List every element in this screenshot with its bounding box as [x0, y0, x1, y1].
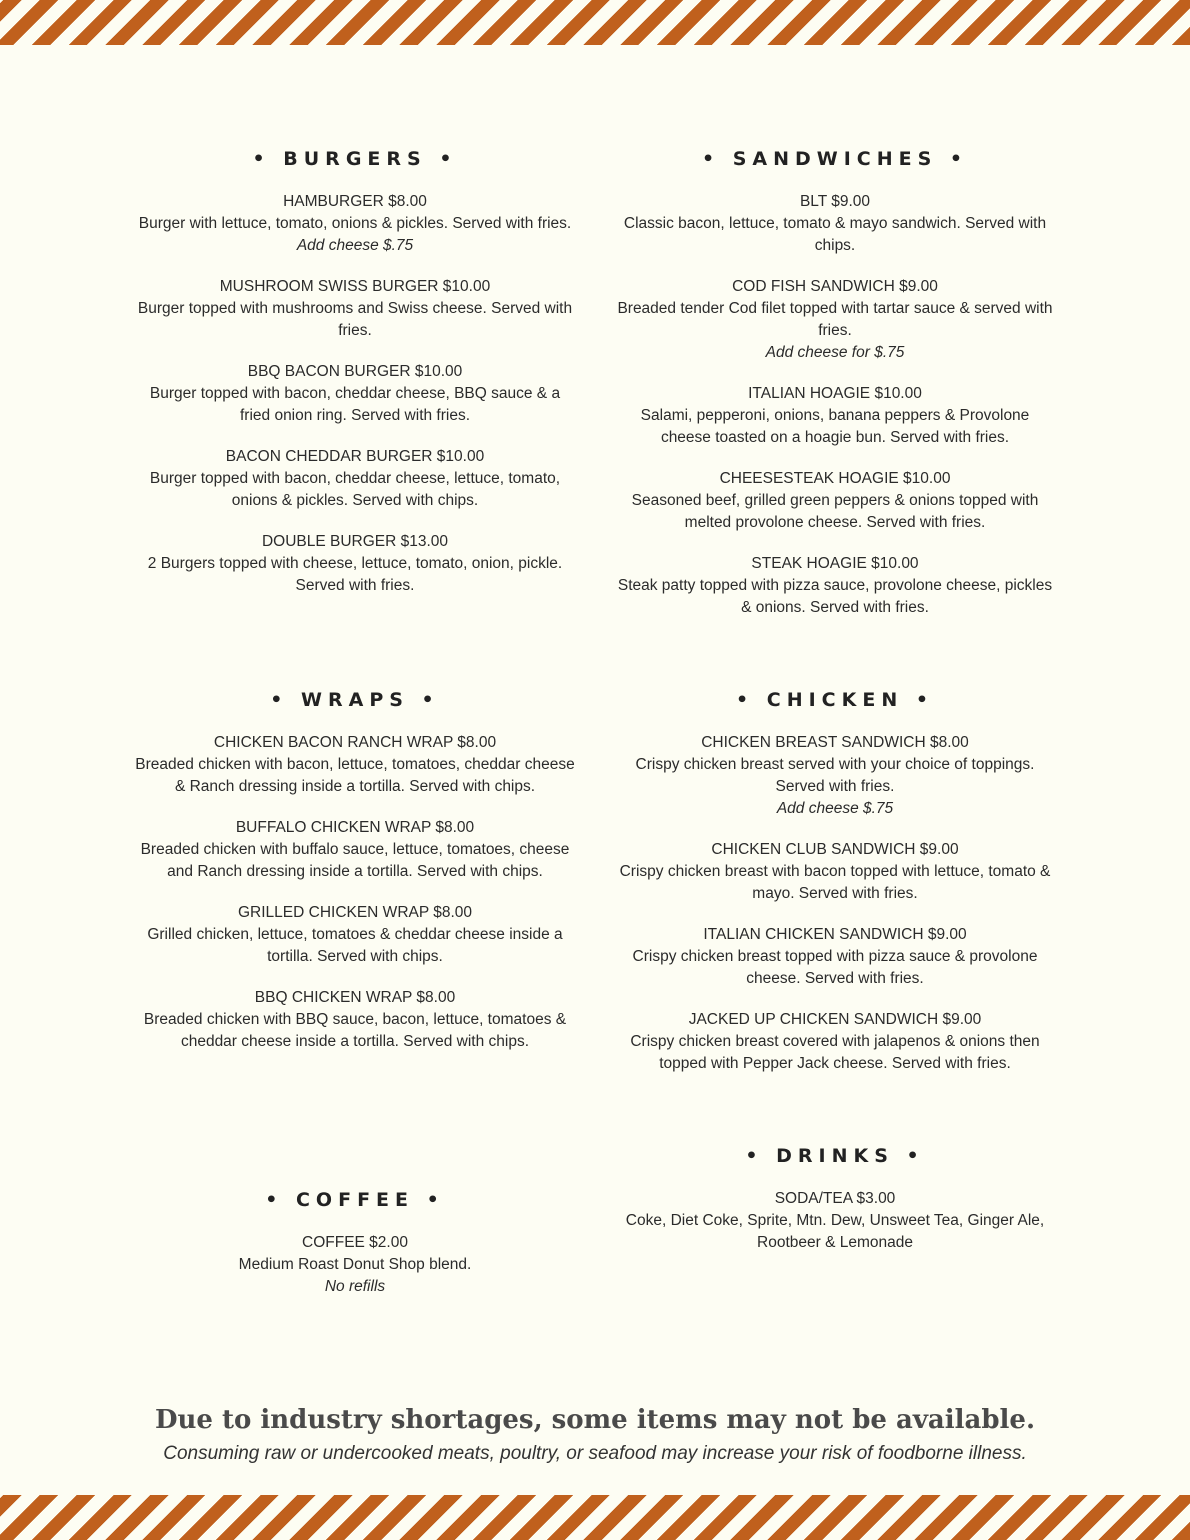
menu-item	[615, 383, 1055, 449]
menu-items	[615, 1188, 1055, 1254]
menu-items	[615, 191, 1055, 619]
menu-item-name-price: ITALIAN HOAGIE $10.00	[748, 385, 922, 402]
section-title: • DRINKS •	[745, 1145, 925, 1167]
menu-item-note: Add cheese $.75	[296, 237, 414, 254]
section-title: • SANDWICHES •	[701, 148, 969, 170]
menu-item	[615, 1009, 1055, 1075]
menu-item-name-price: BUFFALO CHICKEN WRAP $8.00	[235, 819, 475, 836]
menu-item-name-price: ITALIAN CHICKEN SANDWICH $9.00	[703, 926, 967, 943]
menu-item	[135, 446, 575, 512]
menu-item	[615, 191, 1055, 257]
menu-item-description: Burger topped with mushrooms and Swiss cheese. Served with fries.	[137, 300, 573, 339]
menu-item	[615, 1188, 1055, 1254]
menu-item-note: Add cheese $.75	[776, 800, 894, 817]
menu-item-note: No refills	[324, 1278, 386, 1295]
menu-item	[135, 987, 575, 1053]
availability-notice: Due to industry shortages, some items may not be available.	[154, 1405, 1036, 1435]
menu-item-name-price: CHICKEN BACON RANCH WRAP $8.00	[213, 734, 497, 751]
menu-item	[615, 924, 1055, 990]
menu-items	[615, 732, 1055, 1075]
section-wraps	[135, 691, 575, 1072]
section-chicken	[615, 691, 1055, 1094]
menu-items	[135, 732, 575, 1053]
menu-item-name-price: COFFEE $2.00	[302, 1234, 408, 1251]
menu-item-name-price: GRILLED CHICKEN WRAP $8.00	[237, 904, 472, 921]
section-burgers	[135, 150, 575, 616]
menu-item	[615, 732, 1055, 820]
menu-item-description: Breaded chicken with BBQ sauce, bacon, lettuce, tomatoes & cheddar cheese inside a tortilla. Served with chips.	[143, 1011, 567, 1050]
menu-item	[135, 361, 575, 427]
section-sandwiches	[615, 150, 1055, 638]
menu-item	[135, 276, 575, 342]
menu-item-name-price: COD FISH SANDWICH $9.00	[732, 278, 938, 295]
menu-item-description: Coke, Diet Coke, Sprite, Mtn. Dew, Unsweet Tea, Ginger Ale, Rootbeer & Lemonade	[625, 1212, 1045, 1251]
menu-item-description: Breaded chicken with buffalo sauce, lettuce, tomatoes, cheese and Ranch dressing inside a tortilla. Served with chips.	[140, 841, 570, 880]
top-stripe-border	[0, 0, 1190, 45]
section-title: • BURGERS •	[252, 148, 458, 170]
bottom-stripe-border	[0, 1495, 1190, 1540]
menu-item-name-price: BLT $9.00	[799, 193, 871, 210]
menu-item-description: Breaded chicken with bacon, lettuce, tomatoes, cheddar cheese & Ranch dressing inside a tortilla. Served with chips.	[135, 756, 575, 795]
menu-items	[135, 1232, 575, 1298]
food-safety-warning: Consuming raw or undercooked meats, poultry, or seafood may increase your risk of foodborne illness.	[163, 1443, 1027, 1464]
menu-item	[615, 839, 1055, 905]
menu-item-name-price: STEAK HOAGIE $10.00	[751, 555, 919, 572]
menu-item-name-price: HAMBURGER $8.00	[283, 193, 427, 210]
menu-item-description: Burger topped with bacon, cheddar cheese, BBQ sauce & a fried onion ring. Served with fries.	[149, 385, 561, 424]
menu-item-name-price: BACON CHEDDAR BURGER $10.00	[225, 448, 485, 465]
menu-item-description: Breaded tender Cod filet topped with tartar sauce & served with fries.	[617, 300, 1053, 339]
menu-item	[135, 732, 575, 798]
section-title: • CHICKEN •	[736, 689, 934, 711]
section-coffee	[135, 1191, 575, 1317]
menu-item-name-price: MUSHROOM SWISS BURGER $10.00	[219, 278, 491, 295]
menu-item-name-price: CHEESESTEAK HOAGIE $10.00	[719, 470, 951, 487]
section-title: • COFFEE •	[265, 1189, 445, 1211]
menu-item-description: Crispy chicken breast topped with pizza sauce & provolone cheese. Served with fries.	[632, 948, 1038, 987]
menu-item	[135, 1232, 575, 1298]
menu-item-description: 2 Burgers topped with cheese, lettuce, tomato, onion, pickle. Served with fries.	[147, 555, 563, 594]
menu-item-description: Medium Roast Donut Shop blend.	[238, 1256, 472, 1273]
menu-item-name-price: CHICKEN BREAST SANDWICH $8.00	[701, 734, 969, 751]
menu-item-description: Classic bacon, lettuce, tomato & mayo sandwich. Served with chips.	[623, 215, 1047, 254]
menu-item	[135, 817, 575, 883]
section-title: • WRAPS •	[270, 689, 440, 711]
menu-item	[135, 902, 575, 968]
menu-item-name-price: SODA/TEA $3.00	[774, 1190, 896, 1207]
menu-item	[135, 191, 575, 257]
menu-item-description: Salami, pepperoni, onions, banana peppers & Provolone cheese toasted on a hoagie bun. Served with fries.	[640, 407, 1030, 446]
menu-item-description: Burger topped with bacon, cheddar cheese, lettuce, tomato, onions & pickles. Served with chips.	[149, 470, 561, 509]
menu-items	[135, 191, 575, 597]
menu-item	[135, 531, 575, 597]
menu-item-description: Crispy chicken breast served with your choice of toppings. Served with fries.	[635, 756, 1035, 795]
menu-item-name-price: BBQ BACON BURGER $10.00	[247, 363, 463, 380]
menu-item-description: Steak patty topped with pizza sauce, provolone cheese, pickles & onions. Served with fries.	[617, 577, 1053, 616]
menu-item-description: Burger with lettuce, tomato, onions & pickles. Served with fries.	[138, 215, 572, 232]
section-drinks	[615, 1147, 1055, 1273]
menu-item-description: Crispy chicken breast with bacon topped with lettuce, tomato & mayo. Served with fries.	[619, 863, 1051, 902]
menu-item-name-price: DOUBLE BURGER $13.00	[261, 533, 449, 550]
menu-item-note: Add cheese for $.75	[765, 344, 905, 361]
menu-item-name-price: CHICKEN CLUB SANDWICH $9.00	[711, 841, 959, 858]
menu-item	[615, 553, 1055, 619]
menu-item	[615, 276, 1055, 364]
menu-item-description: Crispy chicken breast covered with jalapenos & onions then topped with Pepper Jack cheese. Served with fries.	[630, 1033, 1040, 1072]
menu-item-name-price: JACKED UP CHICKEN SANDWICH $9.00	[688, 1011, 982, 1028]
menu-item-description: Grilled chicken, lettuce, tomatoes & cheddar cheese inside a tortilla. Served with chips.	[147, 926, 563, 965]
menu-item-description: Seasoned beef, grilled green peppers & onions topped with melted provolone cheese. Served with fries.	[631, 492, 1039, 531]
menu-item-name-price: BBQ CHICKEN WRAP $8.00	[254, 989, 456, 1006]
menu-item	[615, 468, 1055, 534]
